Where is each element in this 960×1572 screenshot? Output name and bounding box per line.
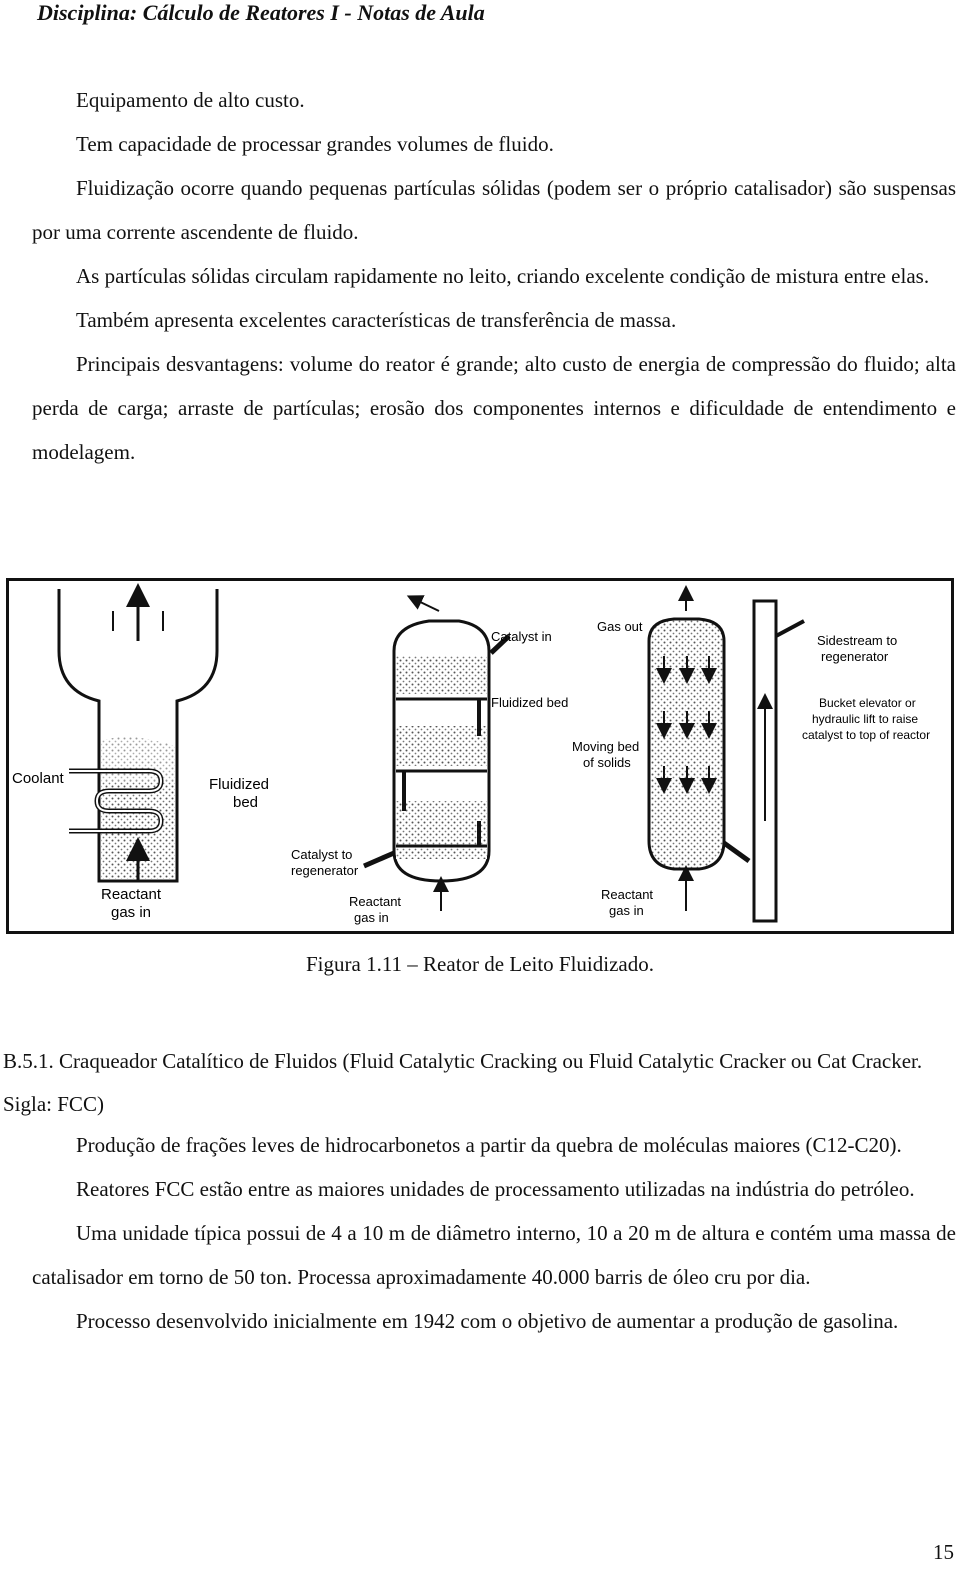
svg-text:Reactant: Reactant: [349, 894, 402, 909]
svg-text:gas in: gas in: [609, 903, 644, 918]
list-item: As partículas sólidas circulam rapidamente no leito, criando excelente condição de mistura entre elas.: [32, 254, 956, 298]
svg-text:Bucket elevator or: Bucket elevator or: [819, 696, 916, 710]
list-item: Equipamento de alto custo.: [32, 78, 956, 122]
list-item: Reatores FCC estão entre as maiores unidades de processamento utilizadas na indústria do petróleo.: [32, 1167, 956, 1211]
page-header: Disciplina: Cálculo de Reatores I - Notas de Aula: [37, 0, 485, 25]
bullet-icon: [0, 1299, 32, 1343]
fluidized-bed-label: Fluidized: [209, 776, 270, 793]
coolant-label: Coolant: [12, 770, 64, 787]
list-item: Fluidização ocorre quando pequenas partículas sólidas (podem ser o próprio catalisador) são suspensas por uma corrente ascendente de fluido.: [32, 166, 956, 254]
svg-text:bed: bed: [233, 794, 259, 811]
svg-text:catalyst to top of reactor: catalyst to top of reactor: [802, 728, 931, 742]
bullet-icon: [0, 78, 32, 122]
reactant-label: Reactant: [101, 886, 162, 903]
list-item: Também apresenta excelentes características de transferência de massa.: [32, 298, 956, 342]
svg-text:Moving bed: Moving bed: [572, 739, 640, 754]
list-item: Uma unidade típica possui de 4 a 10 m de diâmetro interno, 10 a 20 m de altura e contém uma massa de catalisador em torno de 50 ton. Processa aproximadamente 40.000 barris de óleo cru por dia.: [32, 1211, 956, 1299]
bullet-icon: [0, 166, 32, 210]
svg-text:regenerator: regenerator: [291, 863, 359, 878]
list-item: Tem capacidade de processar grandes volumes de fluido.: [32, 122, 956, 166]
fluidized-bed-diagram: [9, 581, 951, 931]
bullet-list-top: [32, 78, 956, 474]
page-number: 15: [933, 1540, 954, 1564]
bullet-icon: [0, 122, 32, 166]
svg-text:Fluidized bed: Fluidized bed: [491, 695, 569, 710]
svg-text:Catalyst in: Catalyst in: [491, 629, 552, 644]
svg-text:hydraulic lift to raise: hydraulic lift to raise: [812, 712, 919, 726]
list-item: Principais desvantagens: volume do reator é grande; alto custo de energia de compressão do fluido; alta perda de carga; arraste de partículas; erosão dos componentes internos e dificuldade de entendimento e modelagem.: [32, 342, 956, 474]
reactor-2: [291, 599, 568, 925]
section-heading: B.5.1. Craqueador Catalítico de Fluidos (Fluid Catalytic Cracking ou Fluid Catalytic Cracker ou Cat Cracker. Sigla: FCC): [3, 1049, 923, 1116]
svg-text:gas in: gas in: [111, 904, 152, 921]
bullet-icon: [0, 298, 32, 342]
bullet-icon: [0, 1167, 32, 1211]
list-item: Processo desenvolvido inicialmente em 1942 com o objetivo de aumentar a produção de gasolina.: [32, 1299, 956, 1343]
svg-text:Reactant: Reactant: [601, 887, 654, 902]
svg-text:Catalyst to: Catalyst to: [291, 847, 353, 862]
reactor-figure: [6, 578, 954, 934]
svg-text:regenerator: regenerator: [821, 649, 889, 664]
svg-text:of solids: of solids: [583, 755, 631, 770]
list-item: Produção de frações leves de hidrocarbonetos a partir da quebra de moléculas maiores (C12-C20).: [32, 1123, 956, 1167]
bullet-icon: [0, 254, 32, 298]
reactor-1: [12, 589, 269, 921]
bullet-list-bottom: [32, 1123, 956, 1343]
reactor-3: [572, 593, 930, 921]
bullet-icon: [0, 1211, 32, 1255]
svg-text:Gas out: Gas out: [597, 619, 643, 634]
bullet-icon: [0, 342, 32, 386]
svg-text:gas in: gas in: [354, 910, 389, 925]
figure-caption: Figura 1.11 – Reator de Leito Fluidizado.: [306, 952, 654, 976]
bullet-icon: [0, 1123, 32, 1167]
svg-text:Sidestream to: Sidestream to: [817, 633, 898, 648]
